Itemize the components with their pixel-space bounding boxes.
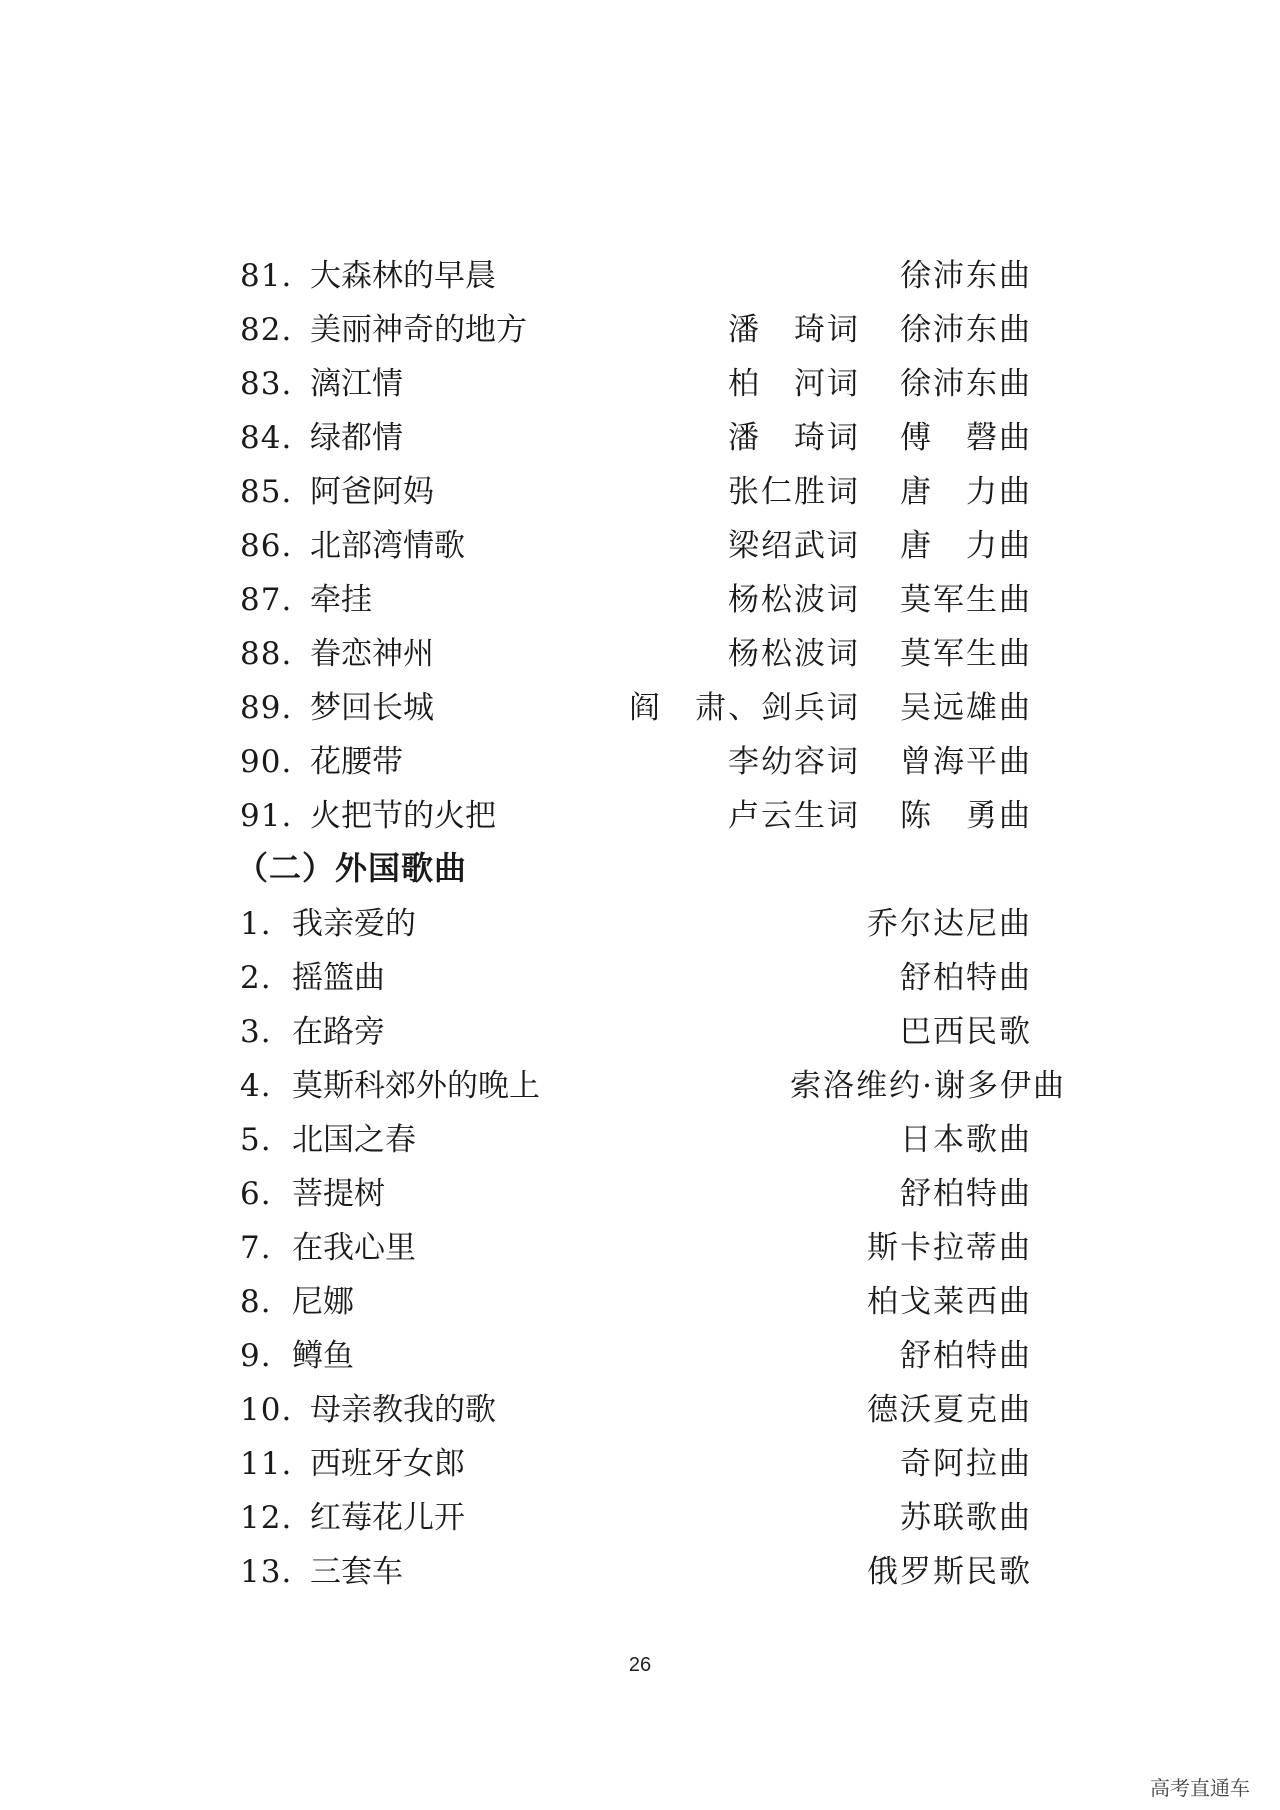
song-title: 绿都情 bbox=[310, 420, 403, 456]
song-composer: 日本歌曲 bbox=[900, 1122, 1032, 1158]
song-composer: 曾海平曲 bbox=[900, 744, 1032, 780]
list-item bbox=[0, 1330, 1280, 1382]
song-number: 9. bbox=[240, 1338, 272, 1374]
song-title: 尼娜 bbox=[292, 1284, 354, 1320]
list-item bbox=[0, 628, 1280, 680]
song-number: 83. bbox=[240, 366, 293, 402]
song-composer: 苏联歌曲 bbox=[900, 1500, 1032, 1536]
list-item bbox=[0, 1114, 1280, 1166]
song-title: 阿爸阿妈 bbox=[310, 474, 434, 510]
song-lyricist: 李幼容词 bbox=[728, 744, 860, 780]
song-number: 11. bbox=[240, 1446, 293, 1482]
list-item bbox=[0, 1546, 1280, 1598]
song-number: 3. bbox=[240, 1014, 272, 1050]
list-item bbox=[0, 1276, 1280, 1328]
list-item bbox=[0, 1060, 1280, 1112]
song-composer: 俄罗斯民歌 bbox=[867, 1554, 1032, 1590]
song-composer: 舒柏特曲 bbox=[900, 1338, 1032, 1374]
song-number: 6. bbox=[240, 1176, 272, 1212]
song-title: 在我心里 bbox=[292, 1230, 416, 1266]
list-item bbox=[0, 898, 1280, 950]
song-number: 13. bbox=[240, 1554, 293, 1590]
song-composer: 奇阿拉曲 bbox=[900, 1446, 1032, 1482]
song-title: 母亲教我的歌 bbox=[310, 1392, 496, 1428]
song-number: 87. bbox=[240, 582, 293, 618]
song-lyricist: 杨松波词 bbox=[728, 636, 860, 672]
song-composer: 徐沛东曲 bbox=[900, 312, 1032, 348]
song-number: 88. bbox=[240, 636, 293, 672]
song-title: 北国之春 bbox=[292, 1122, 416, 1158]
song-title: 西班牙女郎 bbox=[310, 1446, 465, 1482]
song-composer: 索洛维约·谢多伊曲 bbox=[790, 1068, 1066, 1104]
song-number: 82. bbox=[240, 312, 293, 348]
song-title: 我亲爱的 bbox=[292, 906, 416, 942]
song-title: 大森林的早晨 bbox=[310, 258, 496, 294]
song-title: 菩提树 bbox=[292, 1176, 385, 1212]
page-number: 26 bbox=[628, 1654, 652, 1676]
song-title: 梦回长城 bbox=[310, 690, 434, 726]
song-number: 85. bbox=[240, 474, 293, 510]
list-item bbox=[0, 952, 1280, 1004]
song-lyricist: 梁绍武词 bbox=[728, 528, 860, 564]
song-composer: 吴远雄曲 bbox=[900, 690, 1032, 726]
song-number: 91. bbox=[240, 798, 293, 834]
song-lyricist: 阎 肃、剑兵词 bbox=[629, 690, 860, 726]
song-title: 北部湾情歌 bbox=[310, 528, 465, 564]
song-composer: 巴西民歌 bbox=[900, 1014, 1032, 1050]
song-composer: 唐 力曲 bbox=[900, 474, 1032, 510]
list-item bbox=[0, 1222, 1280, 1274]
song-composer: 陈 勇曲 bbox=[900, 798, 1032, 834]
song-lyricist: 张仁胜词 bbox=[728, 474, 860, 510]
song-number: 4. bbox=[240, 1068, 272, 1104]
song-number: 89. bbox=[240, 690, 293, 726]
song-composer: 莫军生曲 bbox=[900, 582, 1032, 618]
list-item bbox=[0, 1384, 1280, 1436]
song-title: 鳟鱼 bbox=[292, 1338, 354, 1374]
song-title: 红莓花儿开 bbox=[310, 1500, 465, 1536]
list-item bbox=[0, 682, 1280, 734]
list-item bbox=[0, 304, 1280, 356]
song-number: 7. bbox=[240, 1230, 272, 1266]
song-number: 10. bbox=[240, 1392, 293, 1428]
list-item bbox=[0, 250, 1280, 302]
watermark: 高考直通车 bbox=[1150, 1778, 1250, 1800]
song-composer: 乔尔达尼曲 bbox=[867, 906, 1032, 942]
song-composer: 舒柏特曲 bbox=[900, 1176, 1032, 1212]
song-composer: 傅 磬曲 bbox=[900, 420, 1032, 456]
song-number: 81. bbox=[240, 258, 293, 294]
song-title: 摇篮曲 bbox=[292, 960, 385, 996]
section-heading: （二）外国歌曲 bbox=[236, 849, 468, 887]
song-lyricist: 杨松波词 bbox=[728, 582, 860, 618]
list-item bbox=[0, 790, 1280, 842]
list-item bbox=[0, 1492, 1280, 1544]
song-composer: 徐沛东曲 bbox=[900, 366, 1032, 402]
song-lyricist: 潘 琦词 bbox=[728, 312, 860, 348]
list-item bbox=[0, 520, 1280, 572]
list-item bbox=[0, 466, 1280, 518]
song-title: 三套车 bbox=[310, 1554, 403, 1590]
list-item bbox=[0, 358, 1280, 410]
song-composer: 舒柏特曲 bbox=[900, 960, 1032, 996]
song-number: 8. bbox=[240, 1284, 272, 1320]
song-lyricist: 潘 琦词 bbox=[728, 420, 860, 456]
song-composer: 斯卡拉蒂曲 bbox=[867, 1230, 1032, 1266]
song-number: 90. bbox=[240, 744, 293, 780]
list-item bbox=[0, 1438, 1280, 1490]
list-item bbox=[0, 736, 1280, 788]
song-number: 86. bbox=[240, 528, 293, 564]
song-title: 莫斯科郊外的晚上 bbox=[292, 1068, 540, 1104]
song-title: 火把节的火把 bbox=[310, 798, 496, 834]
song-title: 牵挂 bbox=[310, 582, 372, 618]
list-item bbox=[0, 1006, 1280, 1058]
song-title: 在路旁 bbox=[292, 1014, 385, 1050]
song-lyricist: 卢云生词 bbox=[728, 798, 860, 834]
song-title: 美丽神奇的地方 bbox=[310, 312, 527, 348]
song-composer: 徐沛东曲 bbox=[900, 258, 1032, 294]
song-number: 1. bbox=[240, 906, 272, 942]
song-composer: 德沃夏克曲 bbox=[867, 1392, 1032, 1428]
song-number: 2. bbox=[240, 960, 272, 996]
list-item bbox=[0, 574, 1280, 626]
song-number: 5. bbox=[240, 1122, 272, 1158]
song-number: 12. bbox=[240, 1500, 293, 1536]
song-number: 84. bbox=[240, 420, 293, 456]
song-composer: 柏戈莱西曲 bbox=[867, 1284, 1032, 1320]
song-composer: 唐 力曲 bbox=[900, 528, 1032, 564]
song-title: 花腰带 bbox=[310, 744, 403, 780]
song-lyricist: 柏 河词 bbox=[728, 366, 860, 402]
list-item bbox=[0, 1168, 1280, 1220]
song-composer: 莫军生曲 bbox=[900, 636, 1032, 672]
song-title: 漓江情 bbox=[310, 366, 403, 402]
list-item bbox=[0, 412, 1280, 464]
song-title: 眷恋神州 bbox=[310, 636, 434, 672]
